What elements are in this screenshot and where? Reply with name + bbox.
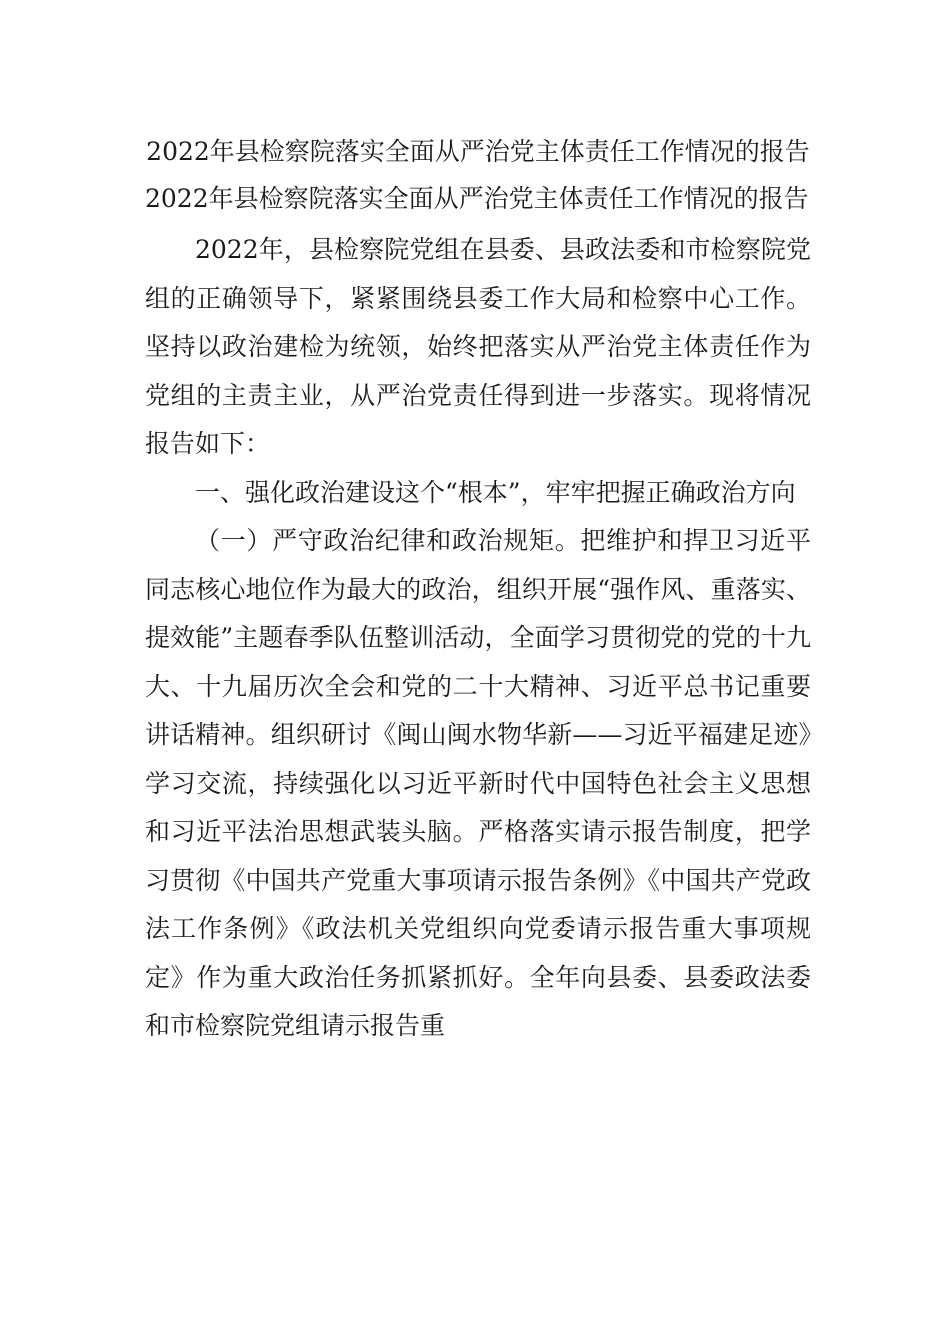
section-heading: 一、强化政治建设这个“根本”，牢牢把握正确政治方向 — [195, 477, 796, 507]
subsection-paragraph: （一）严守政治纪律和政治规矩。把维护和捍卫习近平同志核心地位作为最大的政治，组织开展“强作风、重落实、提效能”主题春季队伍整训活动，全面学习贯彻党的党的十九大、十九届历次全会和党的二十大精神、习近平总书记重要讲话精神。组织研讨《闽山闽水物华新——习近平福建足迹》学习交流，持续强化以习近平新时代中国特色社会主义思想和习近平法治思想武装头脑。严格落实请示报告制度，把学习贯彻《中国共产党重大事项请示报告条例》《中国共产党政法工作条例》《政法机关党组织向党委请示报告重大事项规定》作为重大政治任务抓紧抓好。全年向县委、县委政法委和市检察院党组请示报告重 — [145, 526, 811, 1040]
document-subtitle: 2022年县检察院落实全面从严治党主体责任工作情况的报告 — [145, 184, 809, 213]
document-title: 2022年县检察院落实全面从严治党主体责任工作情况的报告 — [146, 137, 810, 166]
document-body — [145, 128, 811, 1051]
intro-paragraph: 2022年，县检察院党组在县委、县政法委和市检察院党组的正确领导下，紧紧围绕县委工作大局和检察中心工作。坚持以政治建检为统领，始终把落实从严治党主体责任作为党组的主责主业，从严治党责任得到进一步落实。现将情况报告如下： — [145, 235, 811, 458]
